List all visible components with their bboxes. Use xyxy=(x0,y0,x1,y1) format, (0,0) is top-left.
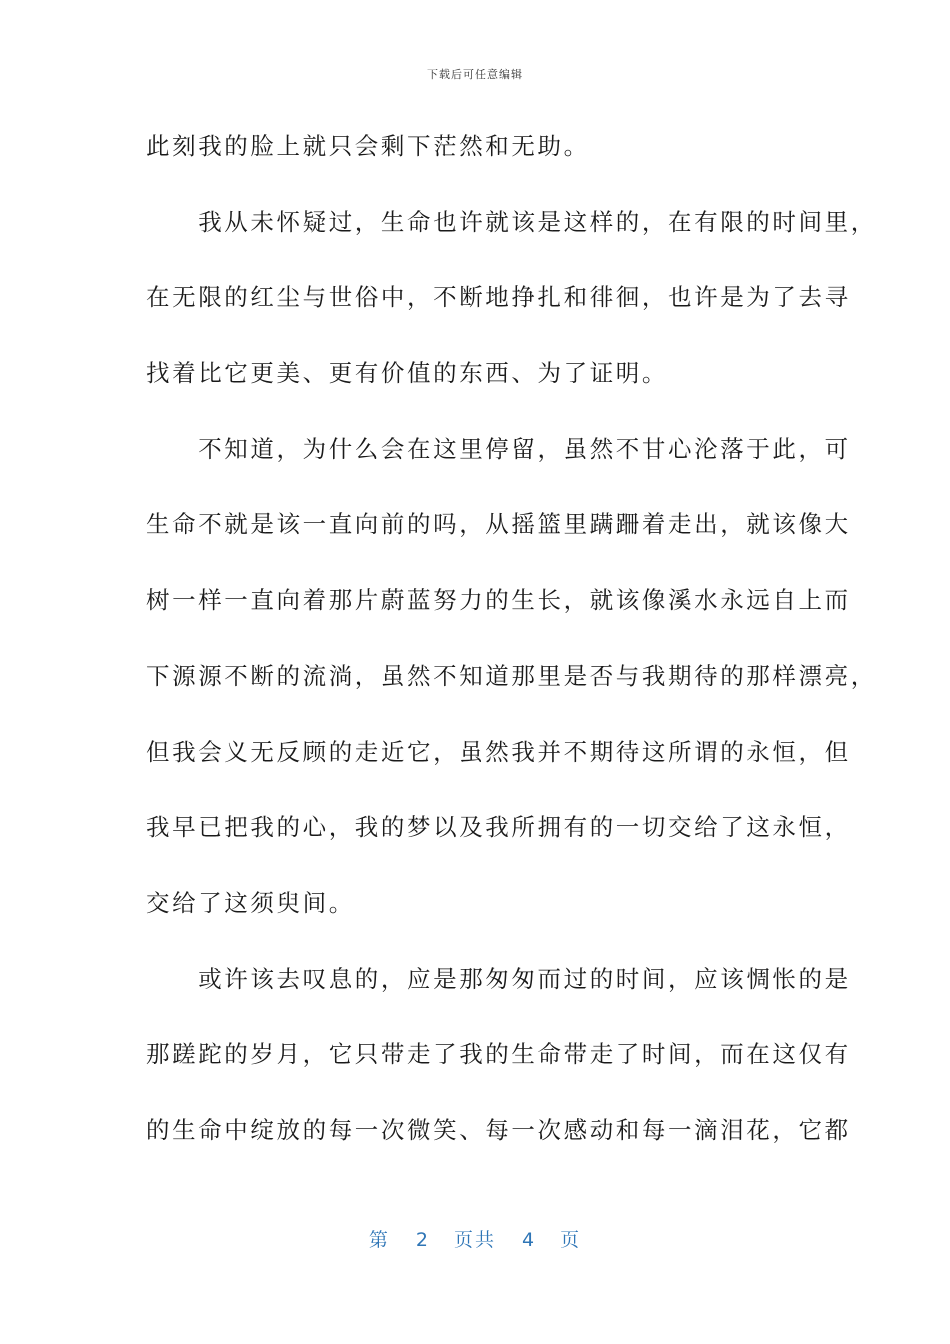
text-line: 我早已把我的心，我的梦以及我所拥有的一切交给了这永恒， xyxy=(146,813,851,842)
text-line: 生命不就是该一直向前的吗，从摇篮里蹒跚着走出，就该像大 xyxy=(146,510,851,539)
footer-prefix: 第 xyxy=(368,1229,390,1251)
text-line: 不知道，为什么会在这里停留，虽然不甘心沦落于此，可 xyxy=(146,434,851,463)
text-line: 我从未怀疑过，生命也许就该是这样的，在有限的时间里， xyxy=(146,207,877,236)
text-line: 的生命中绽放的每一次微笑、每一次感动和每一滴泪花，它都 xyxy=(146,1115,851,1144)
footer-suffix: 页 xyxy=(560,1229,582,1251)
text-line: 那蹉跎的岁月，它只带走了我的生命带走了时间，而在这仅有 xyxy=(146,1040,851,1069)
page-footer xyxy=(0,1225,950,1252)
current-page-number: 2 xyxy=(415,1229,428,1251)
text-line: 此刻我的脸上就只会剩下茫然和无助。 xyxy=(146,132,590,160)
page-header: 下载后可任意编辑 xyxy=(427,68,523,81)
text-line: 或许该去叹息的，应是那匆匆而过的时间，应该惆怅的是 xyxy=(146,964,851,993)
text-line: 在无限的红尘与世俗中，不断地挣扎和徘徊，也许是为了去寻 xyxy=(146,283,851,312)
footer-middle: 页共 xyxy=(453,1229,496,1251)
text-line: 但我会义无反顾的走近它，虽然我并不期待这所谓的永恒，但 xyxy=(146,737,851,766)
document-body xyxy=(146,122,877,1182)
text-line: 找着比它更美、更有价值的东西、为了证明。 xyxy=(146,359,668,388)
text-line: 树一样一直向着那片蔚蓝努力的生长，就该像溪水永远自上而 xyxy=(146,586,851,615)
total-page-number: 4 xyxy=(522,1229,535,1251)
text-line: 交给了这须臾间。 xyxy=(146,888,355,917)
text-line: 下源源不断的流淌，虽然不知道那里是否与我期待的那样漂亮， xyxy=(146,661,877,690)
